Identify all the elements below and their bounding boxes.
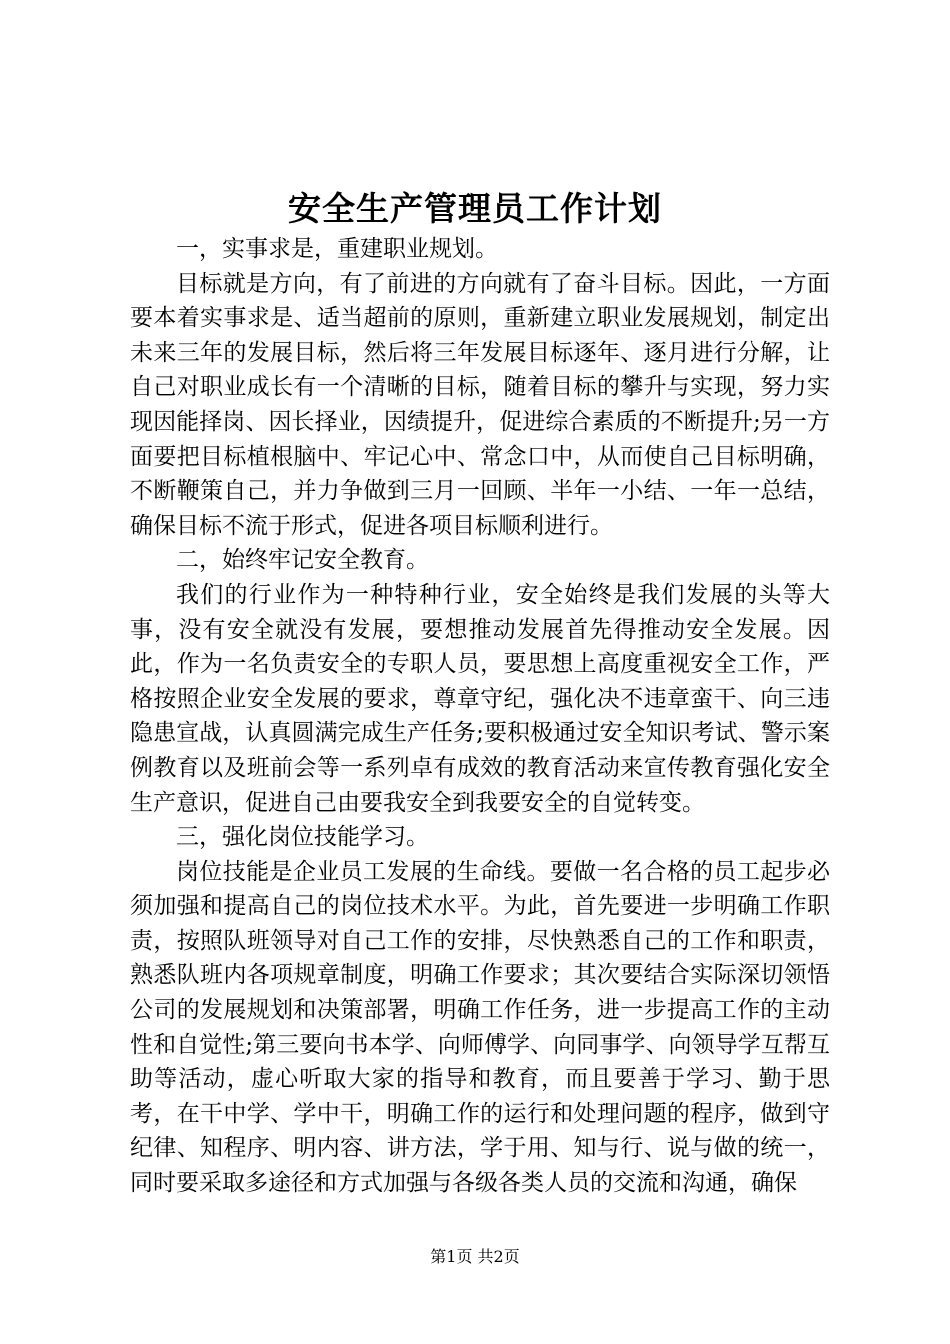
section-heading-2: 二，始终牢记安全教育。 xyxy=(176,547,429,574)
paragraph-2: 我们的行业作为一种特种行业，安全始终是我们发展的头等大事，没有安全就没有发展，要想推动发展首先得推动安全发展。因此，作为一名负责安全的专职人员，要思想上高度重视安全工作，严格按照企业安全发展的要求，尊章守纪，强化决不违章蛮干、向三违隐患宣战，认真圆满完成生产任务;要积极通过安全知识考试、警示案例教育以及班前会等一系列卓有成效的教育活动来宣传教育强化安全生产意识，促进自己由要我安全到我要安全的自觉转变。 xyxy=(130,581,830,816)
paragraph-3: 岗位技能是企业员工发展的生命线。要做一名合格的员工起步必须加强和提高自己的岗位技术水平。为此，首先要进一步明确工作职责，按照队班领导对自己工作的安排，尽快熟悉自己的工作和职责，熟悉队班内各项规章制度，明确工作要求；其次要结合实际深切领悟公司的发展规划和决策部署，明确工作任务，进一步提高工作的主动性和自觉性;第三要向书本学、向师傅学、向同事学、向领导学互帮互助等活动，虚心听取大家的指导和教育，而且要善于学习、勤于思考，在干中学、学中干，明确工作的运行和处理问题的程序，做到守纪律、知程序、明内容、讲方法，学于用、知与行、说与做的统一，同时要采取多途径和方式加强与各级各类人员的交流和沟通，确保 xyxy=(130,858,830,1197)
document-title: 安全生产管理员工作计划 xyxy=(288,189,662,228)
section-heading-1: 一，实事求是，重建职业规划。 xyxy=(176,236,498,262)
section-heading-3: 三，强化岗位技能学习。 xyxy=(176,824,429,851)
paragraph-1: 目标就是方向，有了前进的方向就有了奋斗目标。因此，一方面要本着实事求是、适当超前的原则，重新建立职业发展规划，制定出未来三年的发展目标，然后将三年发展目标逐年、逐月进行分解，让自己对职业成长有一个清晰的目标，随着目标的攀升与实现，努力实现因能择岗、因长择业，因绩提升，促进综合素质的不断提升;另一方面要把目标植根脑中、牢记心中、常念口中，从而使自己目标明确，不断鞭策自己，并力争做到三月一回顾、半年一小结、一年一总结，确保目标不流于形式，促进各项目标顺利进行。 xyxy=(130,270,830,539)
document-body xyxy=(130,232,830,1201)
page-number-footer: 第1页 共2页 xyxy=(430,1247,520,1266)
